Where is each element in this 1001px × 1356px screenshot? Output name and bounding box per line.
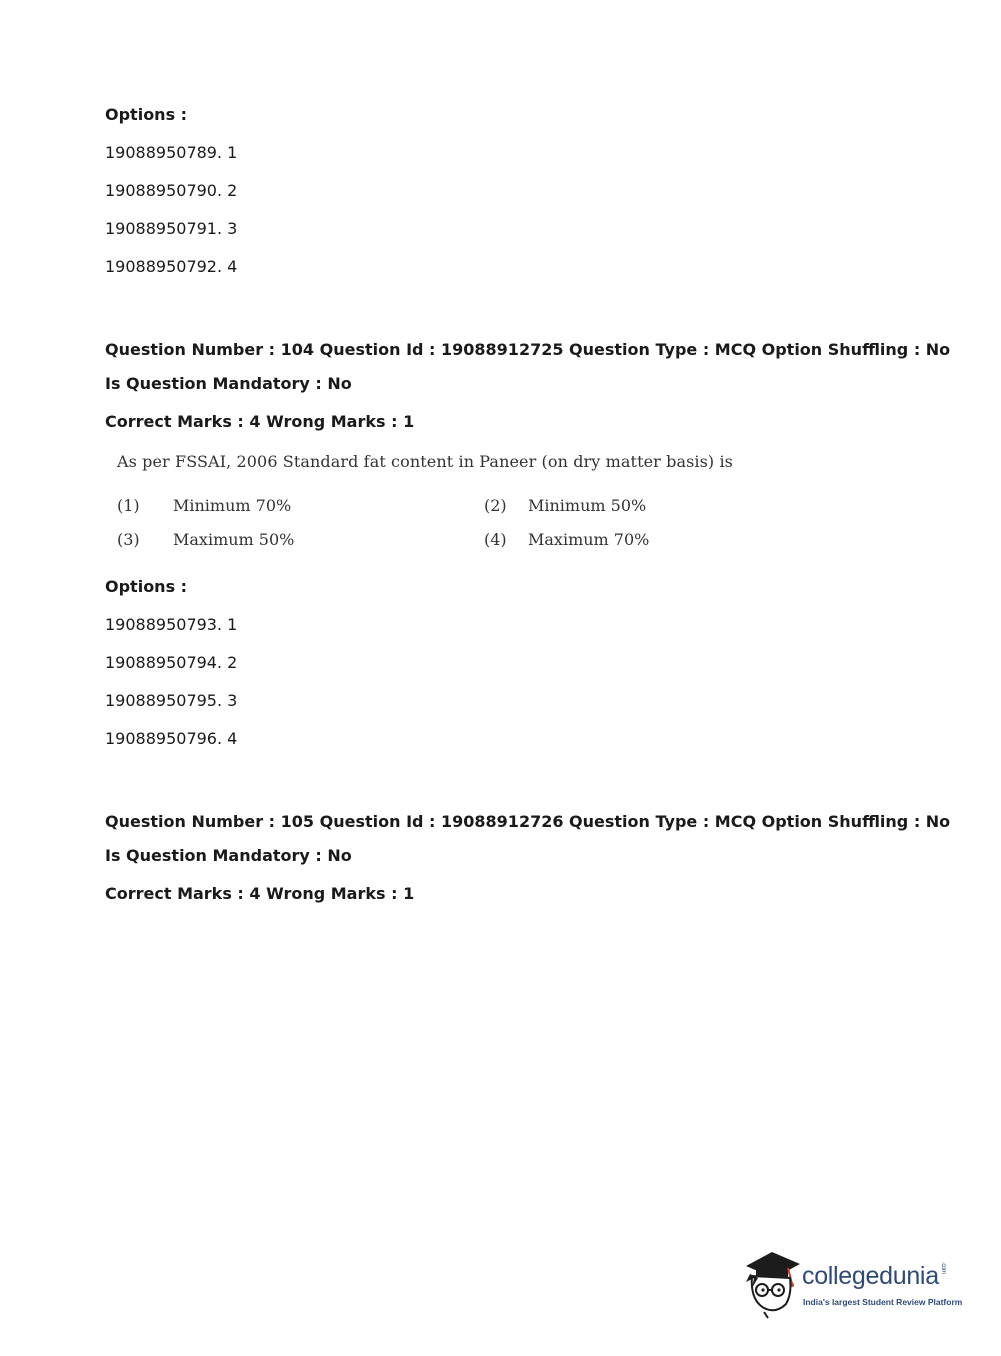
question-marks: Correct Marks : 4 Wrong Marks : 1 (105, 412, 415, 431)
options-heading: Options : (105, 105, 188, 124)
logo-tagline: India's largest Student Review Platform (803, 1297, 963, 1307)
option-line: 19088950790. 2 (105, 181, 238, 200)
option-line: 19088950791. 3 (105, 219, 238, 238)
question-marks: Correct Marks : 4 Wrong Marks : 1 (105, 884, 415, 903)
question-mandatory: Is Question Mandatory : No (105, 846, 352, 865)
choice-text: Minimum 70% (173, 496, 292, 515)
option-line: 19088950792. 4 (105, 257, 238, 276)
mascot-icon (742, 1248, 804, 1320)
question-mandatory: Is Question Mandatory : No (105, 374, 352, 393)
choice-number: (3) (117, 530, 140, 549)
collegedunia-logo[interactable] (742, 1248, 972, 1320)
option-line: 19088950796. 4 (105, 729, 238, 748)
choice-text: Minimum 50% (528, 496, 647, 515)
options-heading: Options : (105, 577, 188, 596)
question-stem: As per FSSAI, 2006 Standard fat content in Paneer (on dry matter basis) is (117, 452, 733, 471)
option-line: 19088950793. 1 (105, 615, 238, 634)
choice-text: Maximum 70% (528, 530, 650, 549)
option-line: 19088950789. 1 (105, 143, 238, 162)
question-image (105, 452, 745, 562)
question-header: Question Number : 105 Question Id : 19088912726 Question Type : MCQ Option Shuffling : No (105, 812, 951, 831)
logo-suffix: .com (939, 1262, 946, 1274)
question-header: Question Number : 104 Question Id : 19088912725 Question Type : MCQ Option Shuffling : No (105, 340, 951, 359)
choice-number: (2) (484, 496, 507, 515)
choice-number: (4) (484, 530, 507, 549)
choice-number: (1) (117, 496, 140, 515)
option-line: 19088950795. 3 (105, 691, 238, 710)
logo-brand-text: collegedunia (802, 1262, 939, 1290)
choice-text: Maximum 50% (173, 530, 295, 549)
logo-wordmark (802, 1262, 946, 1291)
option-line: 19088950794. 2 (105, 653, 238, 672)
